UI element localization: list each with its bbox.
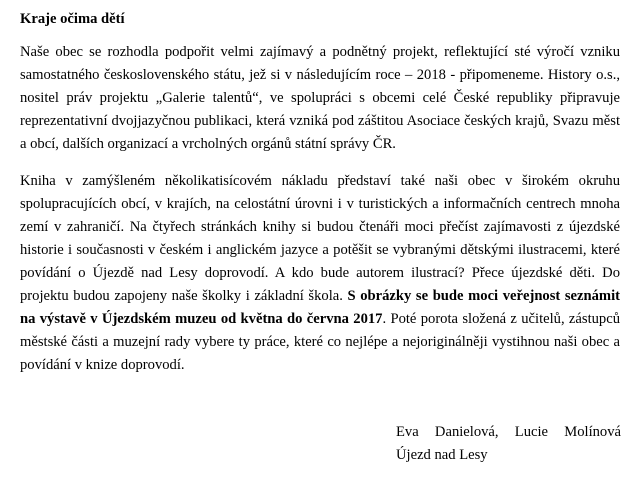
author-place: Újezd nad Lesy — [396, 447, 488, 464]
paragraph-book-ending: . Poté porota složená z učitelů, zástupců městské části a muzejní rady vybere ty práce, které co nejlépe a nejoriginálněji vystihnou naši obec a povídání v knize doprovodí. — [20, 311, 620, 374]
paragraph-book-text: Kniha v zamýšleném několikatisícovém nákladu představí také naši obec v širokém okruhu spolupracujících obcí, v krajích, na celostátní úrovni i v turistických a informačních centrech mnoha zemí v zahraničí. Na čtyřech stránkách knihy si budou čtenáři moci přečíst zajímavosti z újezdské historie i současnosti v českém i anglickém jazyce a potěšit se vybranými dětskými ilustracemi, které povídání o Újezdě nad Lesy doprovodí. A kdo bude autorem ilustrací? Přece újezdské děti. Do projektu budou zapojeny naše školky i základní škola. — [20, 172, 620, 305]
article — [20, 8, 620, 390]
signature-block — [396, 421, 621, 467]
paragraph-book — [20, 170, 620, 378]
exhibition-highlight: S obrázky se bude moci veřejnost seznámit na výstavě v Újezdském muzeu od května do června 2017 — [20, 288, 620, 328]
paragraph-intro: Naše obec se rozhodla podpořit velmi zajímavý a podnětný projekt, reflektující sté výročí vzniku samostatného československého státu, jež si v následujícím roce – 2018 - připomeneme. History o.s., nositel práv projektu „Galerie talentů“, ve spolupráci s obcemi celé České republiky připravuje reprezentativní dvojjazyčnou publikaci, která vzniká pod záštitou Asociace českých krajů, Svazu měst a obcí, dalších organizací a vrcholných orgánů státní správy ČR. — [20, 44, 620, 153]
article-title: Kraje očima dětí — [20, 11, 125, 27]
author-names: Eva Danielová, Lucie Molínová — [396, 424, 621, 440]
